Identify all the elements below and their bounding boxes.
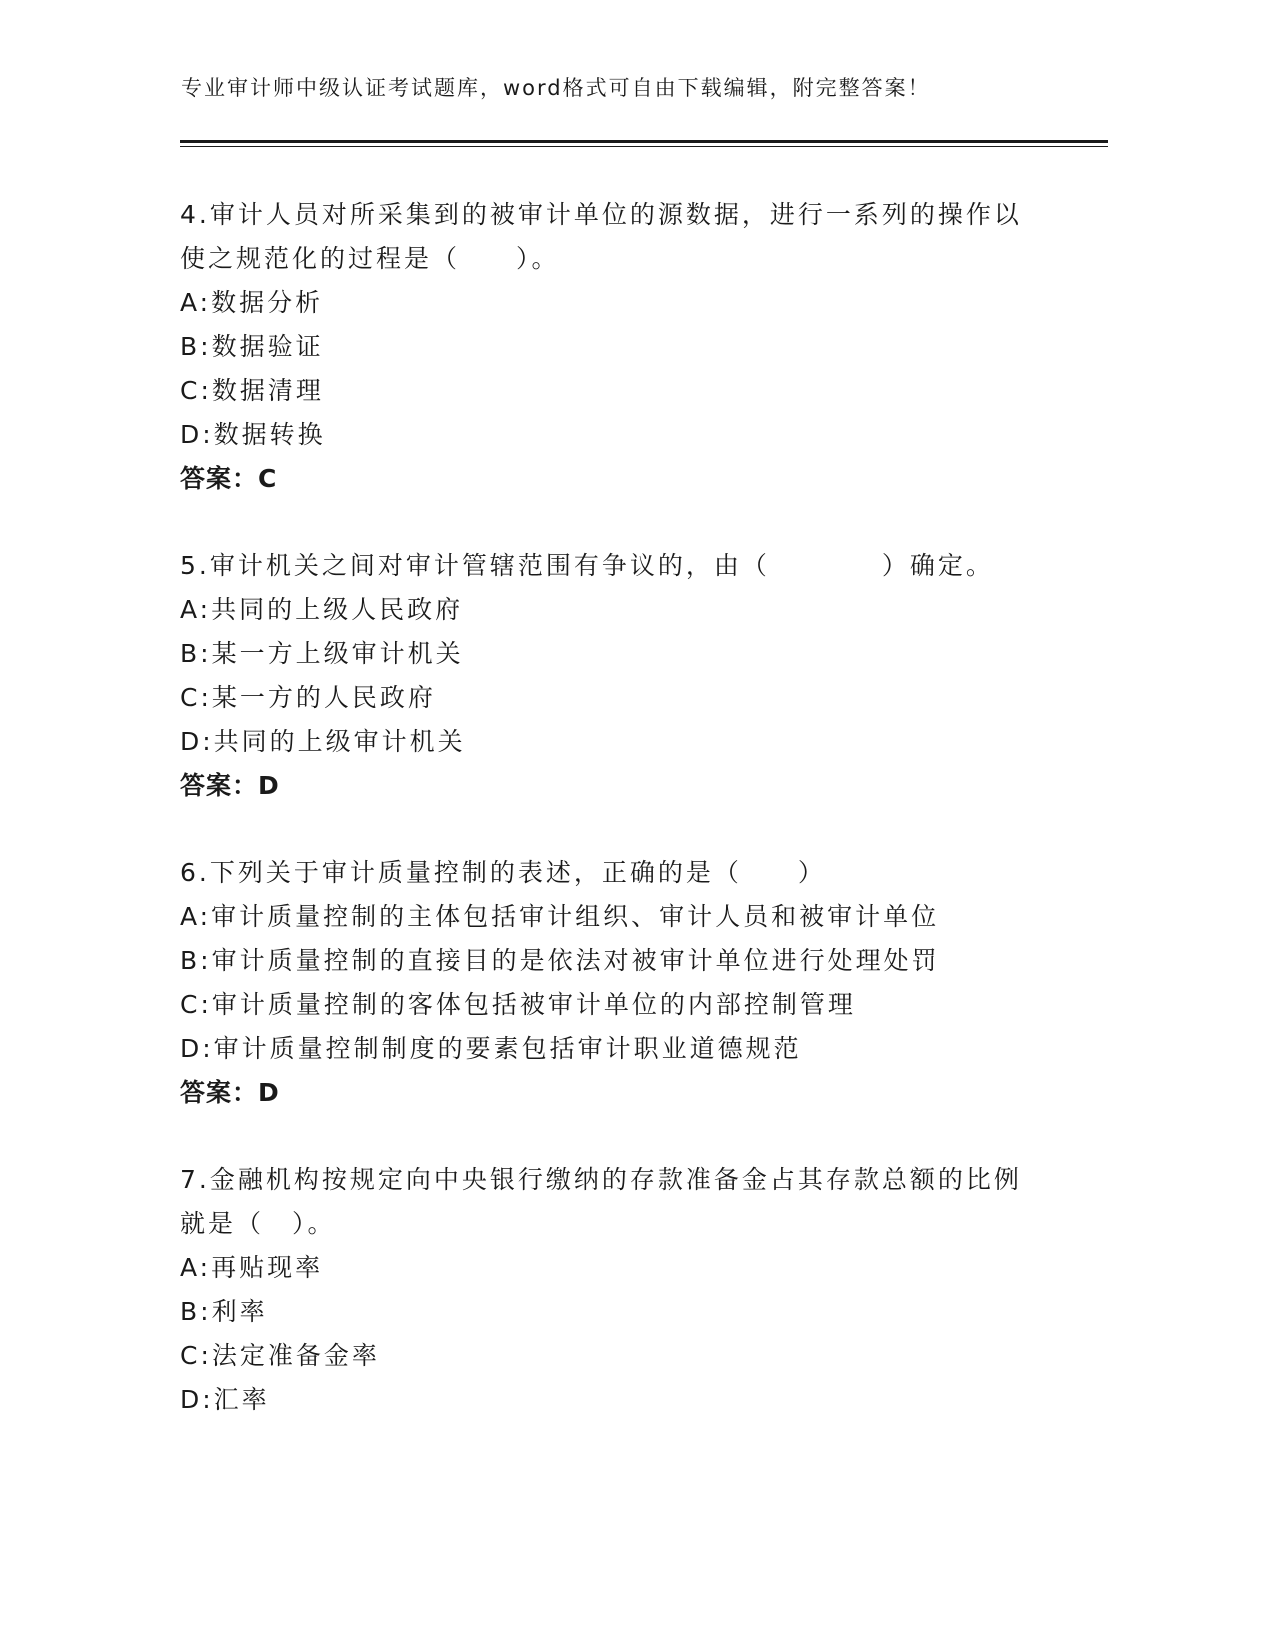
option-b: B:审计质量控制的直接目的是依法对被审计单位进行处理处罚 (180, 946, 940, 975)
option-d: D:共同的上级审计机关 (180, 727, 466, 756)
option-d: D:数据转换 (180, 420, 326, 449)
option-c: C:法定准备金率 (180, 1341, 380, 1370)
question-6 (180, 851, 1060, 1115)
question-stem-line: 7.金融机构按规定向中央银行缴纳的存款准备金占其存款总额的比例 (180, 1165, 1022, 1194)
header-text: 专业审计师中级认证考试题库，word格式可自由下载编辑，附完整答案！ (181, 76, 931, 100)
header-rule-thin (180, 146, 1108, 147)
option-a: A:共同的上级人民政府 (180, 595, 464, 624)
option-b: B:数据验证 (180, 332, 324, 361)
option-b: B:利率 (180, 1297, 268, 1326)
answer-line: 答案：D (180, 771, 280, 800)
header-rule-thick (180, 140, 1108, 143)
question-4 (180, 193, 1060, 501)
question-list (180, 193, 1060, 1465)
question-stem-line: 就是（ ）。 (180, 1209, 336, 1238)
option-c: C:某一方的人民政府 (180, 683, 436, 712)
option-a: A:审计质量控制的主体包括审计组织、审计人员和被审计单位 (180, 902, 940, 931)
question-stem-line: 5.审计机关之间对审计管辖范围有争议的，由（ ）确定。 (180, 551, 994, 580)
answer-line: 答案：C (180, 464, 278, 493)
question-stem-line: 4.审计人员对所采集到的被审计单位的源数据，进行一系列的操作以 (180, 200, 1022, 229)
option-d: D:审计质量控制制度的要素包括审计职业道德规范 (180, 1034, 802, 1063)
option-d: D:汇率 (180, 1385, 270, 1414)
option-b: B:某一方上级审计机关 (180, 639, 464, 668)
question-stem-line: 6.下列关于审计质量控制的表述，正确的是（ ） (180, 858, 826, 887)
option-c: C:数据清理 (180, 376, 324, 405)
question-5 (180, 544, 1060, 808)
question-7 (180, 1158, 1060, 1422)
option-a: A:数据分析 (180, 288, 324, 317)
question-stem-line: 使之规范化的过程是（ ）。 (180, 244, 560, 273)
option-a: A:再贴现率 (180, 1253, 324, 1282)
option-c: C:审计质量控制的客体包括被审计单位的内部控制管理 (180, 990, 856, 1019)
answer-line: 答案：D (180, 1078, 280, 1107)
